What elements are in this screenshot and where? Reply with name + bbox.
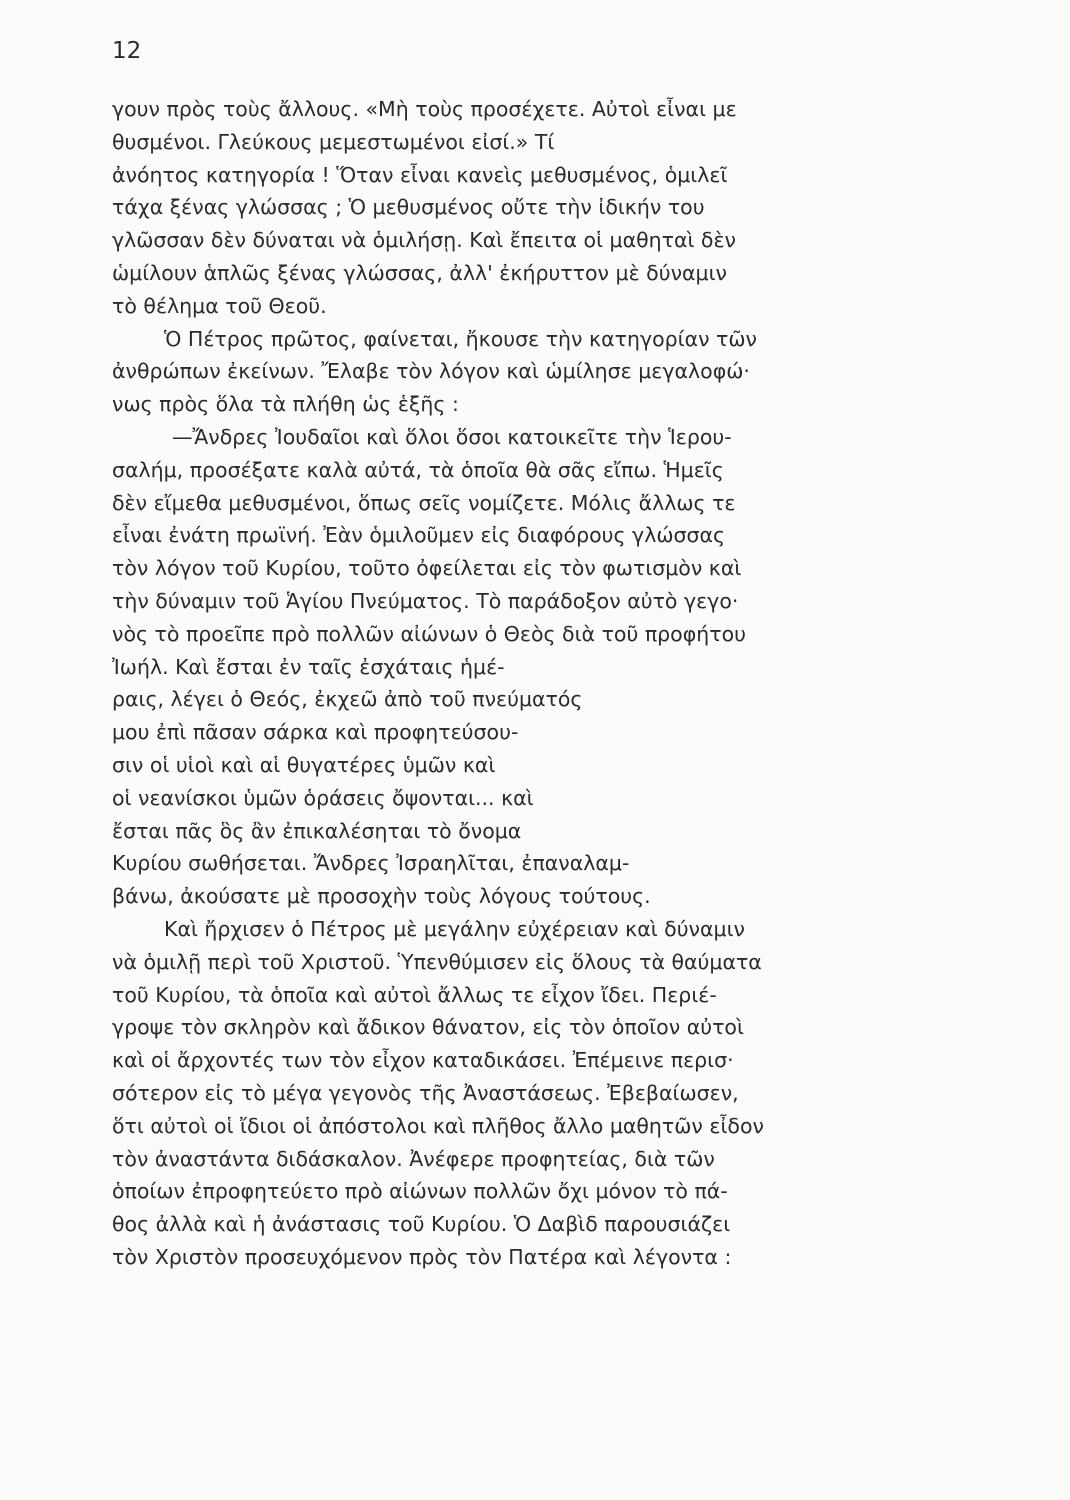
text-line: τὸν Χριστὸν προσευχόμενον πρὸς τὸν Πατέρα καὶ λέγοντα : <box>112 1244 732 1269</box>
body-text <box>112 93 966 1274</box>
text-line: νὸς τὸ προεῖπε πρὸ πολλῶν αἰώνων ὁ Θεὸς διὰ τοῦ προφήτου <box>112 621 746 646</box>
text-line: Ὁ Πέτρος πρῶτος, φαίνεται, ἤκουσε τὴν κατηγορίαν τῶν <box>164 326 758 351</box>
text-line: δὲν εἴμεθα μεθυσμένοι, ὅπως σεῖς νομίζετε. Μόλις ἄλλως τε <box>112 490 736 515</box>
text-line: σιν οἱ υἱοὶ καὶ αἱ θυγατέρες ὑμῶν καὶ <box>112 752 496 777</box>
text-line: ἀνθρώπων ἐκείνων. Ἔλαβε τὸν λόγον καὶ ὡμίλησε μεγαλοφώ· <box>112 359 750 384</box>
text-line: εἶναι ἐνάτη πρωϊνή. Ἐὰν ὁμιλοῦμεν εἰς διαφόρους γλώσσας <box>112 523 726 548</box>
text-line: γουν πρὸς τοὺς ἄλλους. «Μὴ τοὺς προσέχετε. Αὐτοὶ εἶναι με <box>112 97 737 121</box>
text-line: ραις, λέγει ὁ Θεός, ἐκχεῶ ἀπὸ τοῦ πνεύματός <box>112 687 583 712</box>
text-line: Ἰωήλ. Καὶ ἔσται ἐν ταῖς ἐσχάταις ἡμέ- <box>112 654 505 679</box>
text-line: γροψε τὸν σκληρὸν καὶ ἄδικον θάνατον, εἰς τὸν ὁποῖον αὐτοὶ <box>112 1015 744 1040</box>
text-line: —Ἄνδρες Ἰουδαῖοι καὶ ὅλοι ὅσοι κατοικεῖτε τὴν Ἱερου- <box>172 424 732 449</box>
text-line: τοῦ Κυρίου, τὰ ὁποῖα καὶ αὐτοὶ ἄλλως τε εἶχον ἴδει. Περιέ- <box>112 982 717 1007</box>
text-line: τάχα ξένας γλώσσας ; Ὁ μεθυσμένος οὔτε τὴν ἰδικήν του <box>112 195 705 220</box>
text-line: νὰ ὁμιλῇ περὶ τοῦ Χριστοῦ. Ὑπενθύμισεν εἰς ὅλους τὰ θαύματα <box>112 949 762 974</box>
text-line: Κυρίου σωθήσεται. Ἄνδρες Ἰσραηλῖται, ἐπαναλαμ- <box>112 851 630 876</box>
text-line: τὸν λόγον τοῦ Κυρίου, τοῦτο ὀφείλεται εἰς τὸν φωτισμὸν καὶ <box>112 556 742 581</box>
text-line: βάνω, ἀκούσατε μὲ προσοχὴν τοὺς λόγους τούτους. <box>112 884 651 909</box>
text-line: γλῶσσαν δὲν δύναται νὰ ὁμιλήσῃ. Καὶ ἔπειτα οἱ μαθηταὶ δὲν <box>112 228 736 253</box>
text-line: τὴν δύναμιν τοῦ Ἁγίου Πνεύματος. Τὸ παράδοξον αὐτὸ γεγο· <box>112 588 739 613</box>
page-number: 12 <box>112 38 142 64</box>
text-line: τὸ θέλημα τοῦ Θεοῦ. <box>112 293 327 318</box>
text-line: οἱ νεανίσκοι ὑμῶν ὁράσεις ὄψονται... καὶ <box>112 785 534 810</box>
text-line: ἔσται πᾶς ὃς ἂν ἐπικαλέσηται τὸ ὄνομα <box>112 818 522 843</box>
text-line: σαλήμ, προσέξατε καλὰ αὐτά, τὰ ὁποῖα θὰ σᾶς εἴπω. Ἡμεῖς <box>112 457 724 482</box>
text-line: τὸν ἀναστάντα διδάσκαλον. Ἀνέφερε προφητείας, διὰ τῶν <box>112 1146 715 1171</box>
text-line: νως πρὸς ὅλα τὰ πλήθη ὡς ἑξῆς : <box>112 392 459 417</box>
text-line: ὁποίων ἐπροφητεύετο πρὸ αἰώνων πολλῶν ὄχι μόνον τὸ πά- <box>112 1179 728 1204</box>
text-line: ἀνόητος κατηγορία ! Ὅταν εἶναι κανεὶς μεθυσμένος, ὁμιλεῖ <box>112 162 728 187</box>
text-line: θυσμένοι. Γλεύκους μεμεστωμένοι εἰσί.» Τί <box>112 129 555 154</box>
text-line: ὅτι αὐτοὶ οἱ ἴδιοι οἱ ἀπόστολοι καὶ πλῆθος ἄλλο μαθητῶν εἶδον <box>112 1113 764 1138</box>
text-line: Καὶ ἤρχισεν ὁ Πέτρος μὲ μεγάλην εὐχέρειαν καὶ δύναμιν <box>164 916 745 941</box>
text-line: θος ἀλλὰ καὶ ἡ ἀνάστασις τοῦ Κυρίου. Ὁ Δαβὶδ παρουσιάζει <box>112 1212 731 1237</box>
text-line: καὶ οἱ ἄρχοντές των τὸν εἶχον καταδικάσει. Ἐπέμεινε περισ· <box>112 1048 734 1073</box>
text-line: μου ἐπὶ πᾶσαν σάρκα καὶ προφητεύσου- <box>112 720 519 745</box>
text-line: ὡμίλουν ἁπλῶς ξένας γλώσσας, ἀλλ' ἐκήρυττον μὲ δύναμιν <box>112 260 727 285</box>
text-line: σότερον εἰς τὸ μέγα γεγονὸς τῆς Ἀναστάσεως. Ἐβεβαίωσεν, <box>112 1080 739 1105</box>
